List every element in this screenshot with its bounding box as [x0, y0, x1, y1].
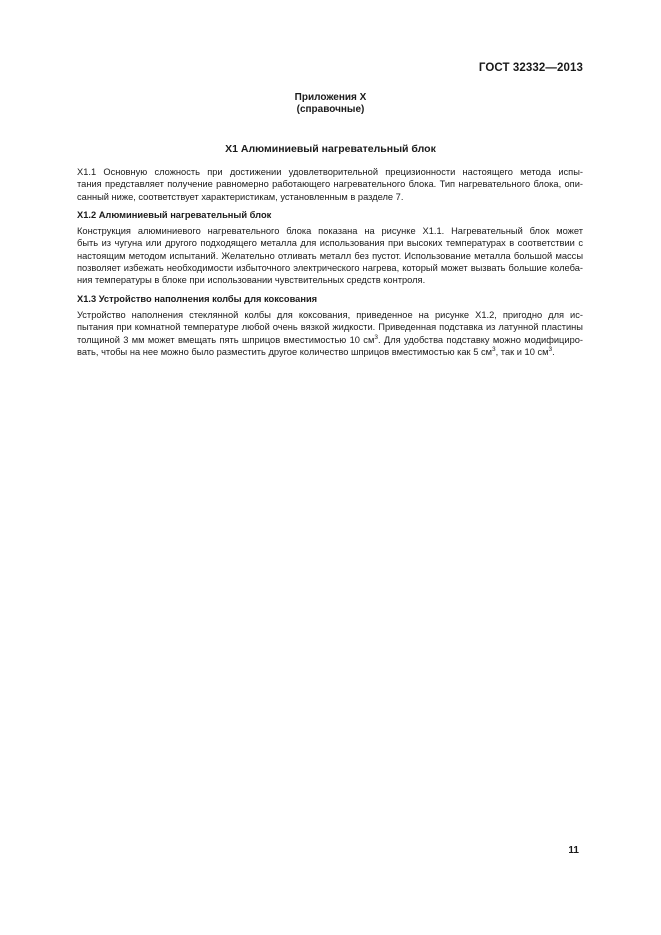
page-number: 11	[568, 845, 579, 856]
text-line: настоящим методом испытаний. Желательно отливать металл без пустот. Использование металла большой массы	[77, 250, 583, 261]
paragraph-x1-1	[77, 166, 583, 203]
annex-subtitle: (справочные)	[296, 104, 365, 115]
text-line: Конструкция алюминиевого нагревательного блока показана на рисунке X1.1. Нагревательный блок может	[77, 226, 583, 237]
paragraph-x1-2	[77, 225, 583, 286]
text-line: X1.1 Основную сложность при достижении удовлетворительной прецизионности настоящего метода испы-	[77, 167, 583, 177]
text-fragment: . Для удобства подставку можно модифициро-	[377, 334, 584, 345]
superscript: 3	[374, 333, 378, 341]
paragraph-x1-3	[77, 309, 583, 358]
text-line	[77, 334, 583, 346]
text-line	[77, 346, 583, 358]
document-body	[77, 166, 583, 358]
heading-x1-2: X1.2 Алюминиевый нагревательный блок	[77, 209, 272, 220]
heading-x1-3: X1.3 Устройство наполнения колбы для коксования	[77, 293, 318, 304]
document-code: ГОСТ 32332—2013	[478, 62, 583, 74]
text-line: ния температуры в блоке при использовании чувствительных средств контроля.	[77, 275, 426, 286]
superscript: 3	[492, 345, 496, 353]
text-line: быть из чугуна или другого подходящего металла для использования при высоких температурах в соответствии с	[77, 238, 583, 249]
text-fragment: вать, чтобы на нее можно было разместить другое количество шприцов вместимостью как 5 см	[77, 346, 493, 357]
text-line: тания представляет получение равномерно работающего нагревательного блока. Тип нагревательного блока, опи-	[77, 179, 583, 190]
text-fragment: , так и 10 см	[495, 346, 549, 357]
text-fragment: .	[552, 346, 555, 357]
text-line: позволяет избежать необходимости избыточного электрического нагрева, который может вызвать большие колеба-	[77, 263, 583, 274]
annex-title: Приложения X	[294, 92, 367, 103]
text-line: санный ниже, соответствует характеристикам, установленным в разделе 7.	[77, 191, 404, 202]
annex-heading	[0, 92, 661, 116]
text-fragment: толщиной 3 мм может вмещать пять шприцов вместимостью 10 см	[77, 334, 375, 345]
section-title: X1 Алюминиевый нагревательный блок	[225, 143, 436, 155]
text-line: Устройство наполнения стеклянной колбы для коксования, приведенное на рисунке X1.2, пригодно для ис-	[77, 309, 583, 320]
text-line: пытания при комнатной температуре любой очень вязкой жидкости. Приведенная подставка из латунной пластины	[77, 322, 583, 333]
superscript: 3	[548, 345, 553, 353]
